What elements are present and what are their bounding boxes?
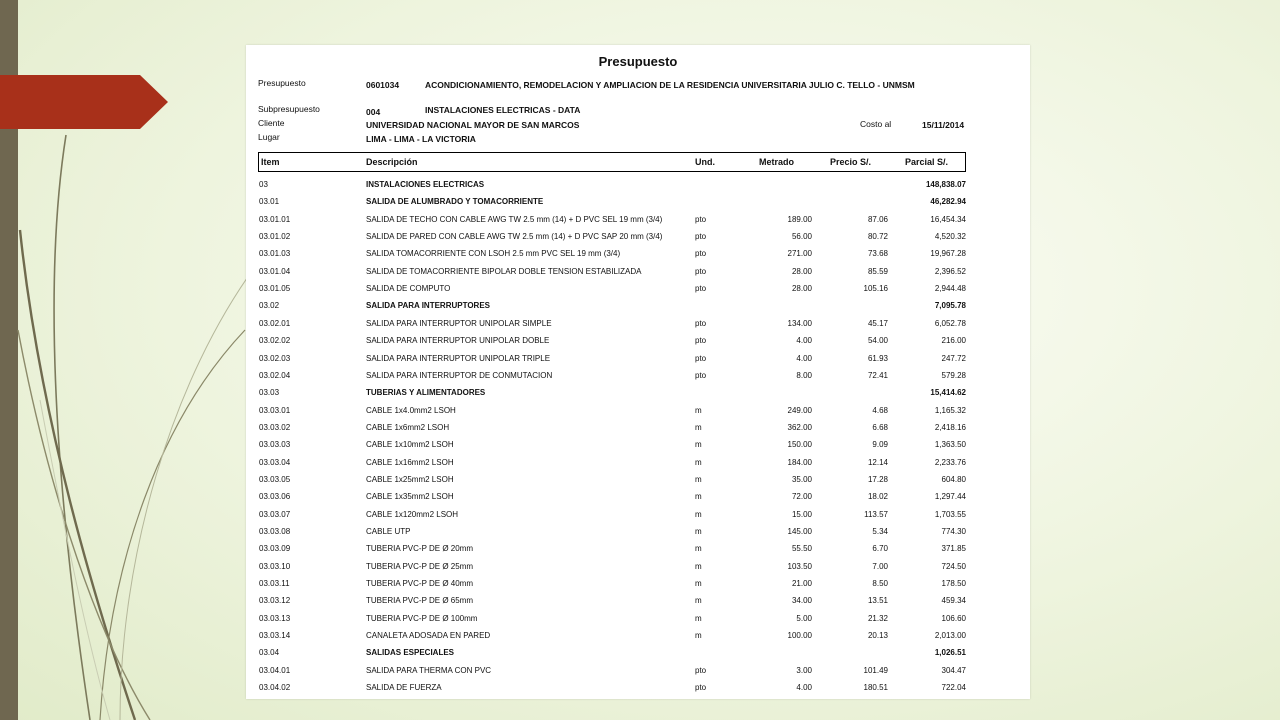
row-description: TUBERIAS Y ALIMENTADORES — [366, 388, 486, 398]
row-parcial: 579.28 — [941, 370, 966, 380]
row-parcial: 178.50 — [941, 579, 966, 589]
row-metrado: 4.00 — [796, 353, 812, 363]
row-description: SALIDA PARA INTERRUPTOR DE CONMUTACION — [366, 370, 553, 380]
row-parcial: 2,013.00 — [934, 631, 966, 641]
row-parcial: 16,454.34 — [930, 214, 966, 224]
row-item-code: 03.04.02 — [259, 683, 291, 693]
presupuesto-code: 0601034 — [366, 80, 400, 90]
table-row — [246, 265, 1030, 279]
row-description: CABLE 1x25mm2 LSOH — [366, 474, 454, 484]
table-header — [258, 152, 966, 172]
row-item-code: 03.03.11 — [259, 579, 290, 589]
presupuesto-description: ACONDICIONAMIENTO, REMODELACION Y AMPLIACION DE LA RESIDENCIA UNIVERSITARIA JULIO C. TELLO - UNMSM — [425, 80, 915, 90]
row-metrado: 56.00 — [791, 232, 812, 242]
row-metrado: 34.00 — [791, 596, 812, 606]
row-description: SALIDA TOMACORRIENTE CON LSOH 2.5 mm PVC SEL 19 mm (3/4) — [366, 249, 621, 259]
row-item-code: 03.03.04 — [259, 457, 291, 467]
row-unit: pto — [695, 336, 707, 346]
table-row — [246, 456, 1030, 470]
row-description: TUBERIA PVC-P DE Ø 25mm — [366, 561, 473, 571]
row-precio: 4.68 — [872, 405, 888, 415]
row-parcial: 2,944.48 — [934, 284, 966, 294]
table-row — [246, 508, 1030, 522]
row-description: SALIDA DE TECHO CON CABLE AWG TW 2.5 mm (14) + D PVC SEL 19 mm (3/4) — [366, 214, 663, 224]
row-parcial: 2,233.76 — [934, 457, 966, 467]
table-row — [246, 646, 1030, 660]
row-description: SALIDA PARA INTERRUPTOR UNIPOLAR DOBLE — [366, 336, 550, 346]
row-precio: 72.41 — [867, 370, 888, 380]
column-precio: Precio S/. — [830, 157, 872, 167]
table-row — [246, 369, 1030, 383]
row-unit: pto — [695, 284, 707, 294]
row-unit: m — [695, 561, 702, 571]
row-metrado: 4.00 — [796, 683, 812, 693]
row-precio: 17.28 — [867, 474, 888, 484]
row-item-code: 03.01.05 — [259, 284, 291, 294]
presupuesto-label: Presupuesto — [258, 78, 306, 88]
column-item: Item — [261, 157, 280, 167]
row-parcial: 1,297.44 — [934, 492, 966, 502]
row-description: SALIDA PARA INTERRUPTOR UNIPOLAR TRIPLE — [366, 353, 551, 363]
row-precio: 18.02 — [867, 492, 888, 502]
table-row — [246, 317, 1030, 331]
table-row — [246, 421, 1030, 435]
column-und: Und. — [695, 157, 715, 167]
row-parcial: 1,165.32 — [934, 405, 966, 415]
row-metrado: 5.00 — [796, 613, 812, 623]
table-row — [246, 247, 1030, 261]
row-metrado: 21.00 — [791, 579, 812, 589]
table-row — [246, 299, 1030, 313]
table-row — [246, 404, 1030, 418]
row-description: INSTALACIONES ELECTRICAS — [366, 180, 485, 189]
table-row — [246, 560, 1030, 574]
table-row — [246, 213, 1030, 227]
row-parcial: 371.85 — [941, 544, 966, 554]
table-row — [246, 577, 1030, 591]
row-description: SALIDA PARA THERMA CON PVC — [366, 665, 492, 675]
row-unit: m — [695, 631, 702, 641]
row-precio: 101.49 — [863, 665, 888, 675]
row-metrado: 55.50 — [791, 544, 812, 554]
row-description: SALIDA DE TOMACORRIENTE BIPOLAR DOBLE TENSION ESTABILIZADA — [366, 266, 642, 276]
row-unit: pto — [695, 266, 707, 276]
row-precio: 85.59 — [867, 266, 888, 276]
row-metrado: 28.00 — [791, 284, 812, 294]
row-unit: pto — [695, 353, 707, 363]
row-item-code: 03.03.01 — [259, 405, 291, 415]
table-row — [246, 473, 1030, 487]
row-description: SALIDA PARA INTERRUPTORES — [366, 301, 491, 311]
row-parcial: 247.72 — [941, 353, 966, 363]
row-precio: 73.68 — [867, 249, 888, 259]
row-unit: m — [695, 509, 702, 519]
row-unit: m — [695, 422, 702, 432]
cliente-value: UNIVERSIDAD NACIONAL MAYOR DE SAN MARCOS — [366, 120, 580, 130]
row-metrado: 249.00 — [787, 405, 812, 415]
row-parcial: 774.30 — [941, 527, 966, 536]
row-description: CABLE 1x16mm2 LSOH — [366, 457, 454, 467]
row-description: SALIDAS ESPECIALES — [366, 648, 455, 658]
row-item-code: 03.02.04 — [259, 370, 291, 380]
row-unit: m — [695, 527, 702, 536]
row-unit: m — [695, 544, 702, 554]
row-parcial: 106.60 — [941, 613, 966, 623]
row-metrado: 145.00 — [787, 527, 812, 536]
table-row — [246, 230, 1030, 244]
table-row — [246, 352, 1030, 366]
row-item-code: 03.02.01 — [259, 318, 291, 328]
row-parcial: 459.34 — [941, 596, 966, 606]
row-metrado: 28.00 — [791, 266, 812, 276]
row-parcial: 7,095.78 — [934, 301, 966, 311]
row-unit: pto — [695, 683, 707, 693]
row-unit: pto — [695, 665, 707, 675]
row-description: TUBERIA PVC-P DE Ø 40mm — [366, 579, 473, 589]
row-item-code: 03.01 — [259, 197, 280, 207]
row-metrado: 35.00 — [791, 474, 812, 484]
column-descripcion: Descripción — [366, 157, 418, 167]
row-metrado: 134.00 — [787, 318, 812, 328]
row-metrado: 103.50 — [787, 561, 812, 571]
budget-document — [246, 45, 1030, 699]
row-unit: m — [695, 596, 702, 606]
row-item-code: 03.03.14 — [259, 631, 291, 641]
row-unit: m — [695, 579, 702, 589]
table-row — [246, 664, 1030, 678]
document-title: Presupuesto — [598, 54, 678, 69]
row-precio: 8.50 — [872, 579, 888, 589]
row-metrado: 150.00 — [787, 440, 812, 450]
row-metrado: 3.00 — [796, 665, 812, 675]
lugar-value: LIMA - LIMA - LA VICTORIA — [366, 134, 476, 144]
row-parcial: 15,414.62 — [930, 388, 966, 398]
costo-label: Costo al — [860, 119, 892, 129]
row-item-code: 03.02 — [259, 301, 280, 311]
row-description: TUBERIA PVC-P DE Ø 100mm — [366, 613, 478, 623]
row-parcial: 2,396.52 — [934, 266, 966, 276]
row-precio: 61.93 — [867, 353, 888, 363]
row-precio: 7.00 — [872, 561, 888, 571]
row-parcial: 724.50 — [941, 561, 966, 571]
row-precio: 87.06 — [867, 214, 888, 224]
row-metrado: 4.00 — [796, 336, 812, 346]
row-description: SALIDA PARA INTERRUPTOR UNIPOLAR SIMPLE — [366, 318, 552, 328]
row-description: TUBERIA PVC-P DE Ø 20mm — [366, 544, 473, 554]
row-metrado: 8.00 — [796, 370, 812, 380]
costo-date: 15/11/2014 — [922, 120, 965, 130]
row-precio: 80.72 — [867, 232, 888, 242]
row-item-code: 03.03.07 — [259, 509, 291, 519]
row-description: CABLE UTP — [366, 527, 411, 536]
row-unit: pto — [695, 214, 707, 224]
row-precio: 21.32 — [867, 613, 888, 623]
row-metrado: 15.00 — [791, 509, 812, 519]
table-row — [246, 525, 1030, 539]
row-item-code: 03.03.03 — [259, 440, 291, 450]
row-item-code: 03.03.02 — [259, 422, 291, 432]
arrow-tab-icon — [0, 75, 168, 129]
row-item-code: 03.04.01 — [259, 665, 291, 675]
row-item-code: 03.01.03 — [259, 249, 291, 259]
row-precio: 5.34 — [872, 527, 888, 536]
lugar-label: Lugar — [258, 132, 280, 142]
row-unit: m — [695, 405, 702, 415]
column-metrado: Metrado — [759, 157, 795, 167]
row-precio: 6.68 — [872, 422, 888, 432]
row-unit: pto — [695, 232, 707, 242]
table-row — [246, 178, 1030, 192]
row-item-code: 03.03.13 — [259, 613, 291, 623]
column-parcial: Parcial S/. — [905, 157, 949, 167]
row-item-code: 03.02.03 — [259, 353, 291, 363]
row-item-code: 03.01.02 — [259, 232, 291, 242]
table-row — [246, 282, 1030, 296]
row-unit: pto — [695, 370, 707, 380]
table-row — [246, 195, 1030, 209]
row-item-code: 03.03.12 — [259, 596, 291, 606]
row-parcial: 1,026.51 — [934, 648, 966, 658]
row-description: TUBERIA PVC-P DE Ø 65mm — [366, 596, 473, 606]
table-row — [246, 681, 1030, 695]
row-parcial: 4,520.32 — [934, 232, 966, 242]
row-item-code: 03.03.05 — [259, 474, 291, 484]
row-item-code: 03.03 — [259, 388, 280, 398]
row-description: CABLE 1x120mm2 LSOH — [366, 509, 459, 519]
row-parcial: 304.47 — [941, 665, 966, 675]
table-row — [246, 594, 1030, 608]
table-row — [246, 629, 1030, 643]
table-row — [246, 334, 1030, 348]
row-description: CABLE 1x6mm2 LSOH — [366, 422, 450, 432]
row-item-code: 03.03.09 — [259, 544, 291, 554]
row-precio: 20.13 — [867, 631, 888, 641]
row-metrado: 362.00 — [787, 422, 812, 432]
row-precio: 6.70 — [872, 544, 888, 554]
row-parcial: 19,967.28 — [930, 249, 966, 259]
row-item-code: 03.04 — [259, 648, 280, 658]
row-unit: pto — [695, 318, 707, 328]
row-parcial: 1,363.50 — [934, 440, 966, 450]
row-description: SALIDA DE PARED CON CABLE AWG TW 2.5 mm (14) + D PVC SAP 20 mm (3/4) — [366, 232, 663, 242]
row-unit: m — [695, 492, 702, 502]
row-parcial: 1,703.55 — [934, 509, 966, 519]
row-description: CABLE 1x10mm2 LSOH — [366, 440, 454, 450]
row-unit: m — [695, 613, 702, 623]
row-description: CABLE 1x4.0mm2 LSOH — [366, 405, 456, 415]
row-description: SALIDA DE COMPUTO — [366, 284, 451, 294]
row-parcial: 2,418.16 — [934, 422, 966, 432]
row-precio: 180.51 — [863, 683, 888, 693]
row-unit: pto — [695, 249, 707, 259]
row-metrado: 72.00 — [791, 492, 812, 502]
row-item-code: 03.03.08 — [259, 527, 291, 536]
row-description: CABLE 1x35mm2 LSOH — [366, 492, 454, 502]
row-parcial: 722.04 — [941, 683, 966, 693]
row-unit: m — [695, 474, 702, 484]
cliente-label: Cliente — [258, 118, 285, 128]
row-precio: 12.14 — [867, 457, 888, 467]
row-unit: m — [695, 457, 702, 467]
row-precio: 13.51 — [867, 596, 888, 606]
subpresupuesto-code: 004 — [366, 107, 381, 117]
row-item-code: 03.03.06 — [259, 492, 291, 502]
row-precio: 54.00 — [867, 336, 888, 346]
table-row — [246, 386, 1030, 400]
row-metrado: 189.00 — [787, 214, 812, 224]
row-metrado: 100.00 — [787, 631, 812, 641]
table-row — [246, 490, 1030, 504]
row-description: CANALETA ADOSADA EN PARED — [366, 631, 491, 641]
row-parcial: 6,052.78 — [934, 318, 966, 328]
row-precio: 9.09 — [872, 440, 888, 450]
row-item-code: 03.02.02 — [259, 336, 291, 346]
table-row — [246, 542, 1030, 556]
table-row — [246, 438, 1030, 452]
row-parcial: 46,282.94 — [930, 197, 966, 207]
row-precio: 105.16 — [863, 284, 888, 294]
row-item-code: 03.01.01 — [259, 214, 291, 224]
row-item-code: 03.01.04 — [259, 266, 291, 276]
row-metrado: 271.00 — [787, 249, 812, 259]
row-item-code: 03.03.10 — [259, 561, 291, 571]
row-unit: m — [695, 440, 702, 450]
row-parcial: 604.80 — [941, 474, 966, 484]
row-description: SALIDA DE ALUMBRADO Y TOMACORRIENTE — [366, 197, 544, 207]
row-precio: 45.17 — [867, 318, 888, 328]
row-metrado: 184.00 — [787, 457, 812, 467]
subpresupuesto-label: Subpresupuesto — [258, 104, 320, 114]
row-item-code: 03 — [259, 180, 268, 189]
row-precio: 113.57 — [864, 509, 888, 519]
row-parcial: 216.00 — [941, 336, 966, 346]
subpresupuesto-description: INSTALACIONES ELECTRICAS - DATA — [425, 105, 581, 115]
table-row — [246, 612, 1030, 626]
row-description: SALIDA DE FUERZA — [366, 683, 442, 693]
row-parcial: 148,838.07 — [925, 180, 966, 189]
